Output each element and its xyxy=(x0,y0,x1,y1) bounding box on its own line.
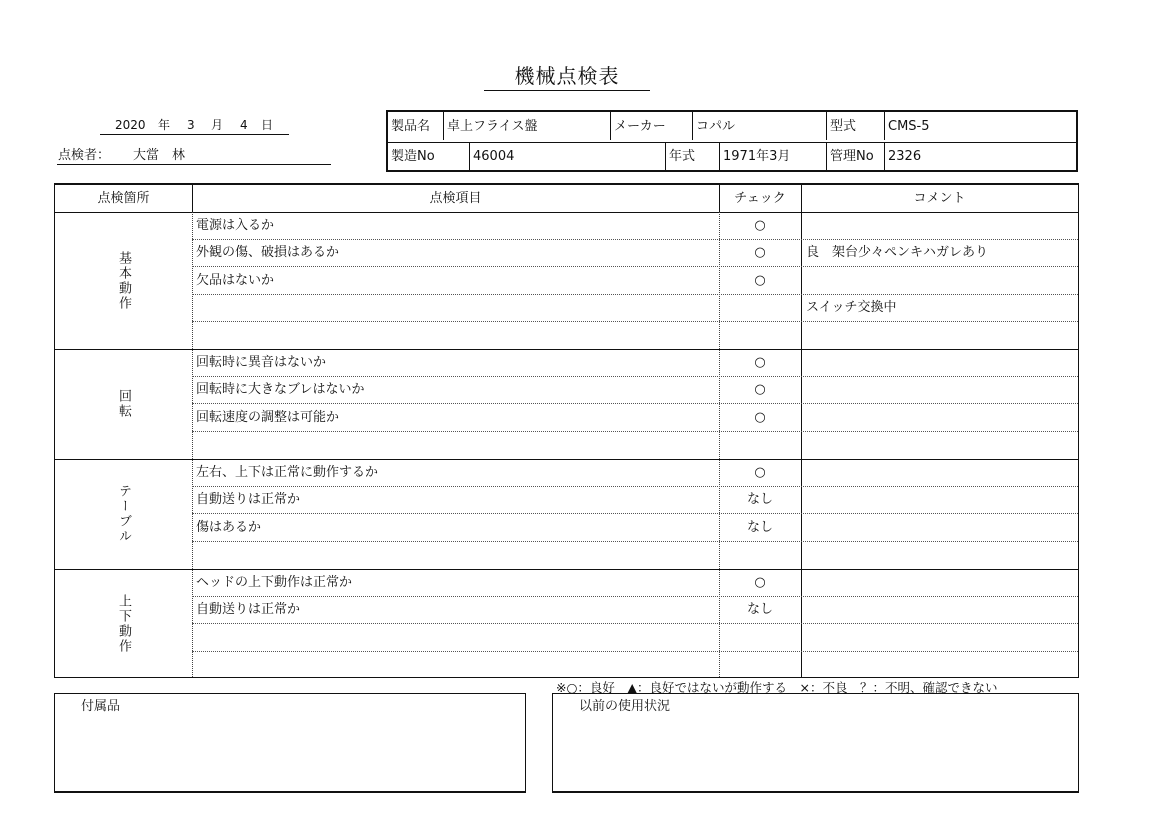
mgmt-label: 管理No xyxy=(830,149,874,164)
table-row: 回転時に異音はないか ○ xyxy=(192,349,1078,377)
table-row: 回転時に大きなブレはないか ○ xyxy=(192,376,1078,404)
table-row: 電源は入るか ○ xyxy=(192,212,1078,240)
table-header xyxy=(55,185,1078,213)
inspector xyxy=(57,147,331,165)
section-basic xyxy=(55,212,1078,350)
header-location: 点検箇所 xyxy=(97,191,150,206)
date-month: 3 xyxy=(187,118,195,132)
inspection-table xyxy=(54,183,1079,678)
table-row: 回転速度の調整は可能か ○ xyxy=(192,404,1078,432)
previous-usage-box xyxy=(552,693,1079,793)
table-row: スイッチ交換中 xyxy=(192,294,1078,322)
table-row xyxy=(192,624,1078,652)
accessories-box xyxy=(54,693,526,793)
product-name-value: 卓上フライス盤 xyxy=(447,119,538,134)
table-row xyxy=(192,651,1078,678)
model-label: 型式 xyxy=(830,119,857,134)
section-rotation xyxy=(55,349,1078,460)
serial-label: 製造No xyxy=(391,149,435,164)
table-row: 左右、上下は正常に動作するか ○ xyxy=(192,459,1078,487)
header-check: チェック xyxy=(734,191,786,206)
table-row: 欠品はないか ○ xyxy=(192,267,1078,295)
inspector-label: 点検者： xyxy=(58,148,111,163)
maker-value: コパル xyxy=(696,119,736,134)
year-value: 1971年3月 xyxy=(723,149,791,164)
header-comment: コメント xyxy=(913,191,966,206)
section-label: テーブル xyxy=(116,484,131,544)
product-info-table xyxy=(386,110,1078,172)
section-label: 回転 xyxy=(116,389,131,419)
previous-usage-label: 以前の使用状況 xyxy=(579,699,671,714)
date-month-unit: 月 xyxy=(211,118,224,132)
section-updown xyxy=(55,569,1078,678)
section-table xyxy=(55,459,1078,570)
legend-note: ※○：良好 ▲：良好ではないが動作する ×：不良 ？：不明、確認できない xyxy=(556,680,998,695)
table-row: ヘッドの上下動作は正常か ○ xyxy=(192,569,1078,597)
mgmt-value: 2326 xyxy=(888,149,922,164)
date-year: 2020 xyxy=(115,118,146,132)
table-row xyxy=(192,431,1078,458)
inspection-date xyxy=(100,117,289,135)
page-title: 機械点検表 xyxy=(484,62,650,91)
table-row xyxy=(192,541,1078,568)
year-label: 年式 xyxy=(669,149,696,164)
inspector-name: 大當 林 xyxy=(133,148,186,163)
product-name-label: 製品名 xyxy=(391,119,431,134)
accessories-label: 付属品 xyxy=(81,699,121,714)
table-row: 自動送りは正常か なし xyxy=(192,486,1078,514)
serial-value: 46004 xyxy=(473,149,515,164)
table-row: 外観の傷、破損はあるか ○ 良 架台少々ペンキハガレあり xyxy=(192,239,1078,267)
table-row: 自動送りは正常か なし xyxy=(192,596,1078,624)
maker-label: メーカー xyxy=(614,119,666,134)
section-label: 上下動作 xyxy=(116,593,131,654)
date-day: 4 xyxy=(240,118,248,132)
date-year-unit: 年 xyxy=(158,118,171,132)
model-value: CMS-5 xyxy=(888,119,930,134)
header-item: 点検項目 xyxy=(429,191,482,206)
section-label: 基本動作 xyxy=(116,250,131,311)
table-row xyxy=(192,322,1078,349)
date-day-unit: 日 xyxy=(261,118,274,132)
table-row: 傷はあるか なし xyxy=(192,514,1078,542)
